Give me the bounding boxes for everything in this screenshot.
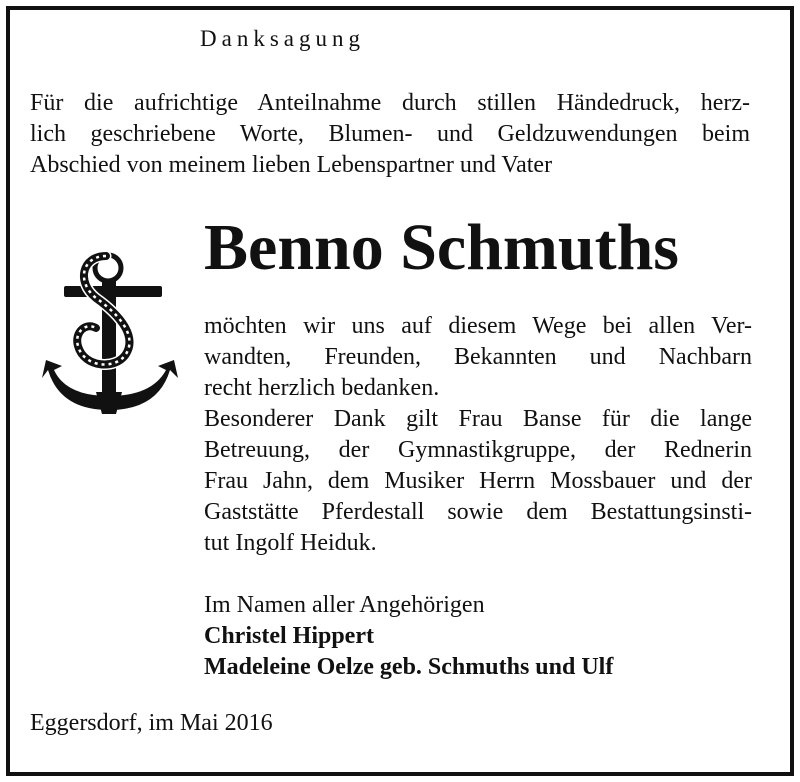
heading: Danksagung	[200, 26, 365, 51]
thanks-line: wandten, Freunden, Bekannten und Nachbarn	[204, 344, 752, 370]
closing-preface: Im Namen aller Angehörigen	[204, 592, 485, 618]
intro-line: Abschied von meinem lieben Lebenspartner und Vater	[30, 152, 553, 178]
intro-line: Für die aufrichtige Anteilnahme durch stillen Händedruck, herz-	[30, 90, 750, 116]
thanks-line: Besonderer Dank gilt Frau Banse für die lange	[204, 406, 752, 432]
deceased-name: Benno Schmuths	[204, 211, 679, 284]
closing-block	[204, 590, 613, 683]
thanks-line: möchten wir uns auf diesem Wege bei allen Ver-	[204, 313, 752, 339]
signer-name: Madeleine Oelze geb. Schmuths und Ulf	[204, 654, 614, 680]
thanks-line: recht herzlich bedanken.	[204, 375, 440, 401]
thanks-line: Frau Jahn, dem Musiker Herrn Mossbauer und der	[204, 468, 752, 494]
thanks-line: tut Ingolf Heiduk.	[204, 530, 377, 556]
thanks-line: Gaststätte Pferdestall sowie dem Bestattungsinsti-	[204, 499, 752, 525]
anchor-with-rope-icon	[40, 242, 190, 422]
thanks-line: Betreuung, der Gymnastikgruppe, der Rednerin	[204, 437, 752, 463]
intro-text	[30, 88, 750, 181]
intro-line: lich geschriebene Worte, Blumen- und Geldzuwendungen beim	[30, 121, 750, 147]
place-date: Eggersdorf, im Mai 2016	[30, 710, 273, 736]
thanks-text	[204, 311, 752, 559]
signer-name: Christel Hippert	[204, 623, 374, 649]
